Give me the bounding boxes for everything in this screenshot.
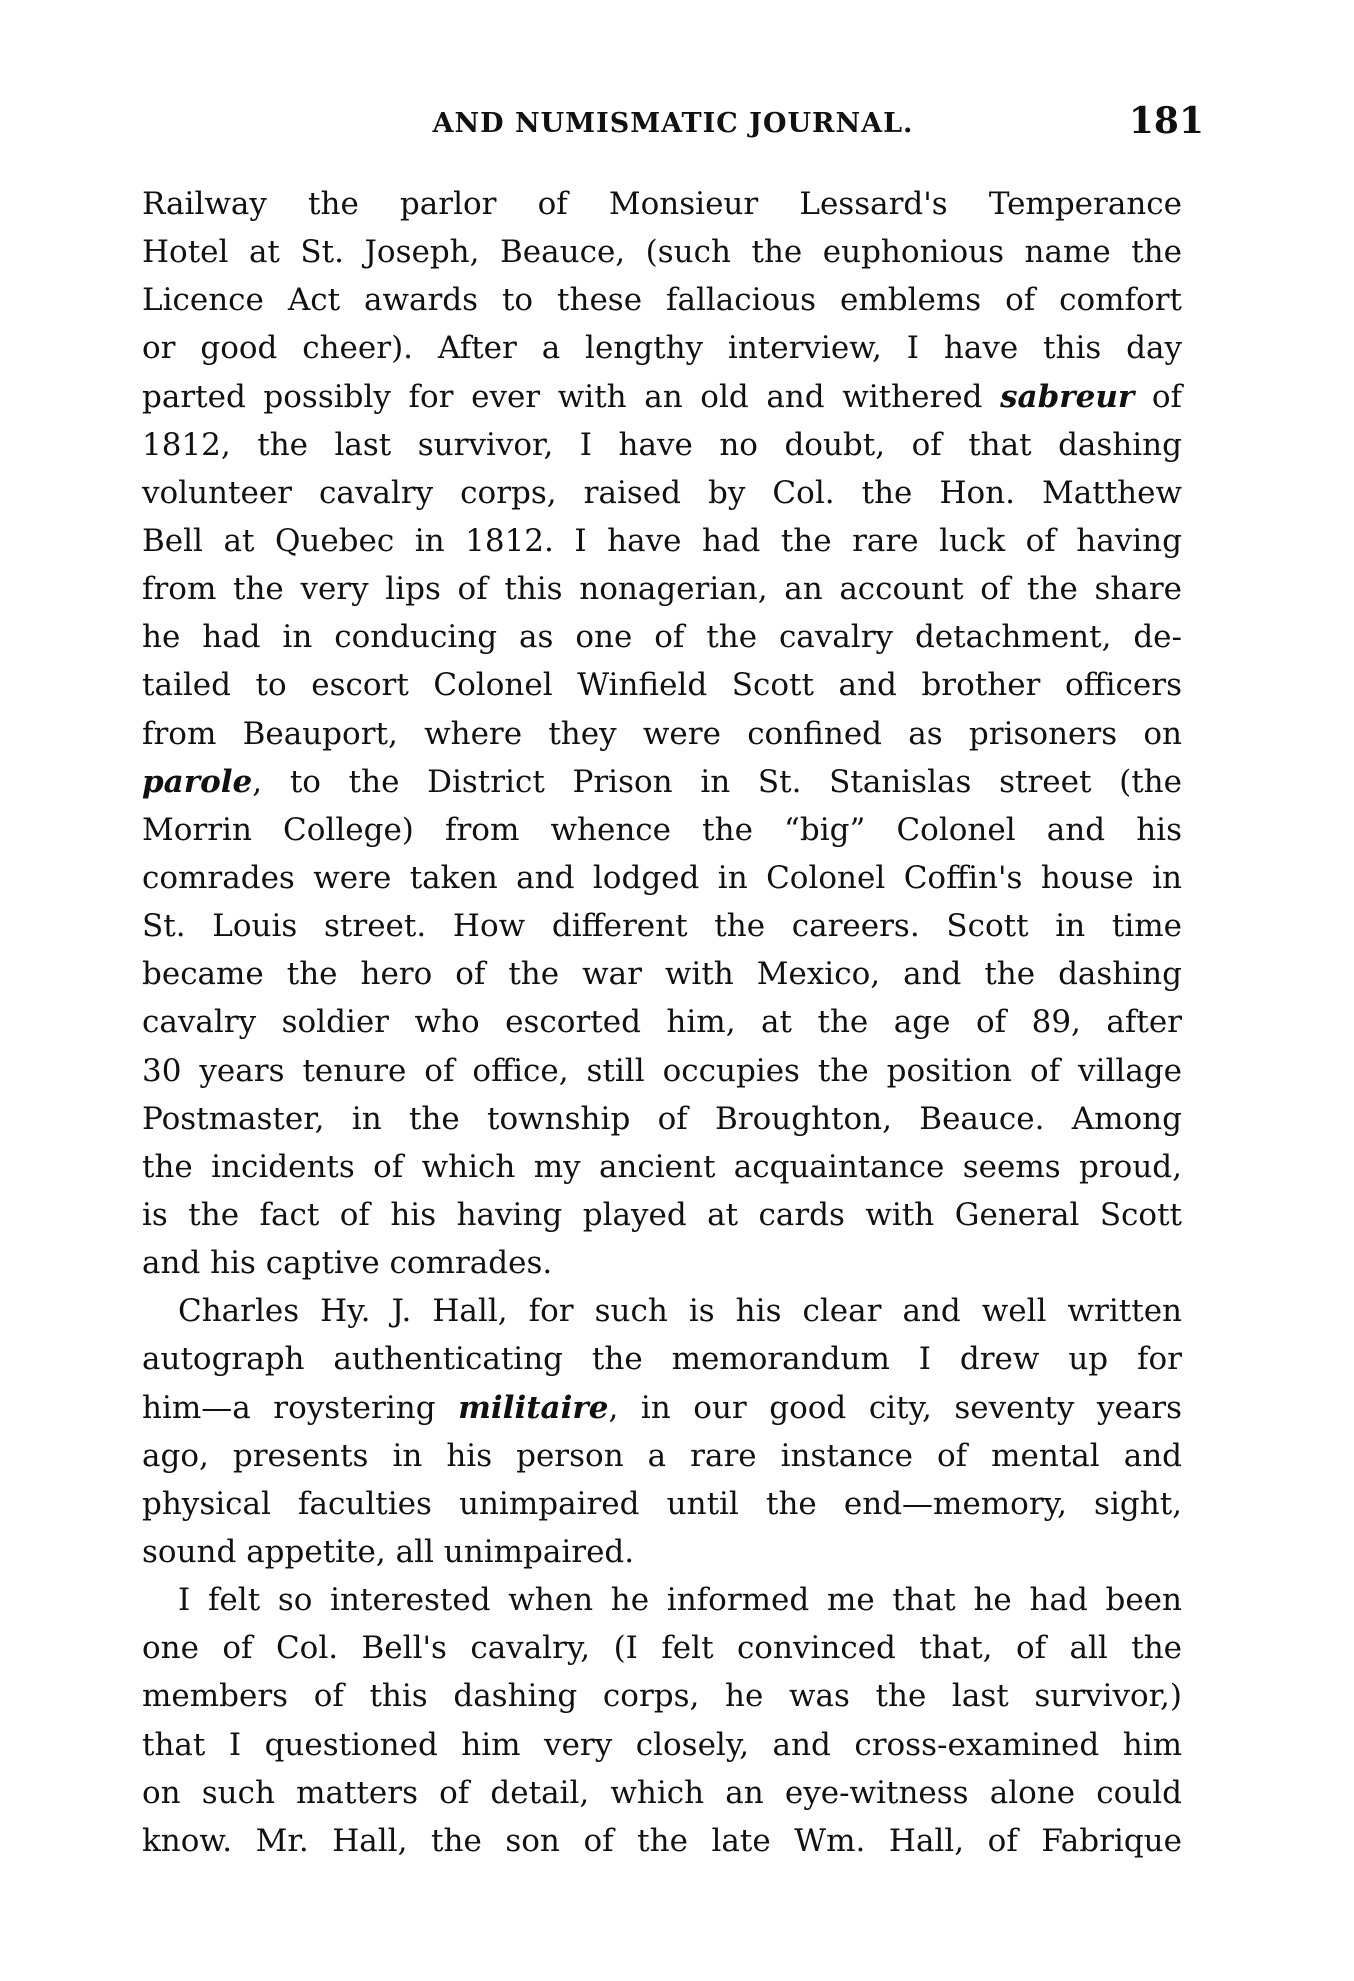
text-line: volunteer cavalry corps, raised by Col. the Hon. Matthew [142,474,1182,511]
text-line: autograph authenticating the memorandum I drew up for [142,1341,1182,1378]
text-line: one of Col. Bell's cavalry, (I felt convinced that, of all the [142,1630,1182,1667]
text-line: on such matters of detail, which an eye-witness alone could [142,1774,1182,1811]
page-number: 181 [1128,100,1204,142]
text-line: the incidents of which my ancient acquaintance seems proud, [142,1148,1182,1185]
text-line: or good cheer). After a lengthy interview, I have this day [142,330,1182,367]
text-line: 30 years tenure of office, still occupies the position of village [142,1052,1182,1089]
text-line: from the very lips of this nonagerian, an account of the share [142,571,1182,608]
text-run: of [1134,378,1182,415]
text-run: parted possibly for ever with an old and withered [142,378,1001,415]
text-run: him—a roystering [142,1389,459,1426]
text-line: Bell at Quebec in 1812. I have had the rare luck of having [142,522,1182,559]
running-head [142,100,1204,150]
text-line: ago, presents in his person a rare instance of mental and [142,1437,1182,1474]
text-line: cavalry soldier who escorted him, at the age of 89, after [142,1004,1182,1041]
body-text [142,180,1182,1865]
text-line: comrades were taken and lodged in Colonel Coffin's house in [142,859,1182,896]
text-line: he had in conducing as one of the cavalry detachment, de- [142,619,1182,656]
text-run: , in our good city, seventy years [608,1389,1182,1426]
text-line: Licence Act awards to these fallacious emblems of comfort [142,282,1182,319]
text-run: , to the District Prison in St. Stanislas street (the [252,763,1182,800]
italic-term: parole [142,763,253,800]
text-line: Hotel at St. Joseph, Beauce, (such the euphonious name the [142,234,1182,271]
text-line: that I questioned him very closely, and cross-examined him [142,1726,1182,1763]
text-line [142,373,1182,421]
text-line: physical faculties unimpaired until the end—memory, sight, [142,1485,1182,1522]
text-line: and his captive comrades. [142,1245,553,1282]
running-title: AND NUMISMATIC JOURNAL. [432,108,914,139]
text-line [142,1384,1182,1432]
italic-term: sabreur [1000,378,1135,415]
text-line: Railway the parlor of Monsieur Lessard's Temperance [142,186,1182,222]
text-line: St. Louis street. How different the careers. Scott in time [142,908,1182,945]
text-line: Charles Hy. J. Hall, for such is his clear and well written [178,1293,1182,1330]
text-line: tailed to escort Colonel Winfield Scott and brother officers [142,667,1182,704]
text-line: sound appetite, all unimpaired. [142,1533,635,1570]
text-line: became the hero of the war with Mexico, and the dashing [142,956,1182,993]
italic-term: militaire [458,1389,609,1426]
text-line: members of this dashing corps, he was the last survivor,) [142,1678,1182,1715]
text-line: from Beauport, where they were confined as prisoners on [142,715,1182,752]
text-line: 1812, the last survivor, I have no doubt, of that dashing [142,426,1182,463]
text-line: I felt so interested when he informed me that he had been [178,1582,1182,1619]
text-line: Postmaster, in the township of Broughton, Beauce. Among [142,1100,1182,1137]
text-line: is the fact of his having played at cards with General Scott [142,1196,1182,1233]
text-line: know. Mr. Hall, the son of the late Wm. Hall, of Fabrique [142,1822,1182,1859]
text-line: Morrin College) from whence the “big” Colonel and his [142,811,1182,848]
text-line [142,758,1182,806]
